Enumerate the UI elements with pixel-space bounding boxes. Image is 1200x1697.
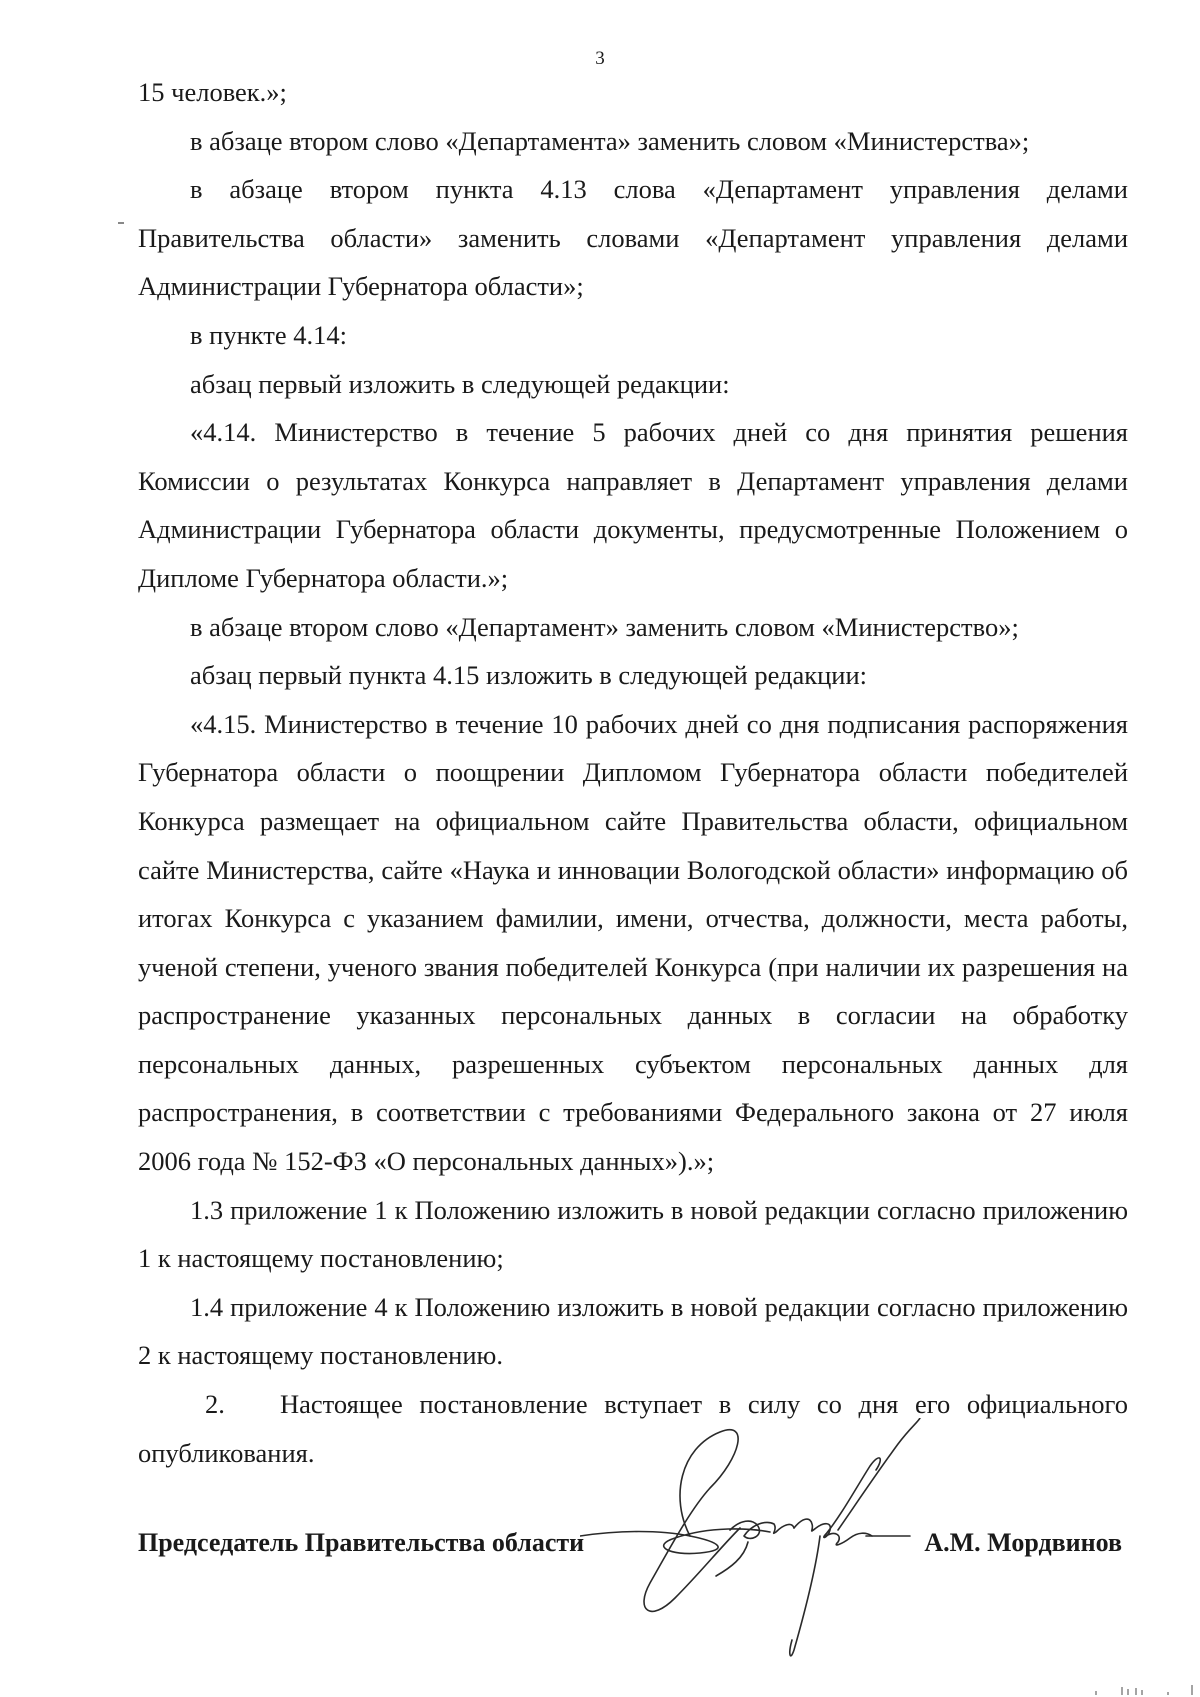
paragraph-10: 1.4 приложение 4 к Положению изложить в новой редакции согласно приложению 2 к настоящему постановлению.	[138, 1291, 1128, 1371]
page-number: 3	[595, 48, 605, 69]
paragraph-3: в пункте 4.14:	[190, 319, 347, 350]
paragraph-5: «4.14. Министерство в течение 5 рабочих дней со дня принятия решения Комиссии о результатах Конкурса направляет в Департамент управления делами Администрации Губернатора области документы, предусмотренные Положением о Дипломе Губернатора области.»;	[138, 417, 1128, 593]
paragraph-0: 15 человек.»;	[138, 77, 287, 107]
margin-mark	[118, 222, 124, 224]
paragraph-9: 1.3 приложение 1 к Положению изложить в новой редакции согласно приложению 1 к настоящему постановлению;	[138, 1194, 1128, 1274]
item-2-number: 2.	[205, 1389, 225, 1420]
paragraph-8: «4.15. Министерство в течение 10 рабочих дней со дня подписания распоряжения Губернатора области о поощрении Дипломом Губернатора области победителей Конкурса размещает на официальном сайте Правительства области, официальном сайте Министерства, сайте «Наука и инновации Вологодской области» информацию об итогах Конкурса с указанием фамилии, имени, отчества, должности, места работы, ученой степени, ученого звания победителей Конкурса (при наличии их разрешения на распространение указанных персональных данных в согласии на обработку персональных данных, разрешенных субъектом персональных данных для распространения, в соответствии с требованиями Федерального закона от 27 июля 2006 года № 152-ФЗ «О персональных данных»).»;	[138, 708, 1128, 1177]
paragraph-1: в абзаце втором слово «Департамента» заменить словом «Министерства»;	[190, 125, 1030, 156]
paragraph-4: абзац первый изложить в следующей редакции:	[190, 368, 730, 399]
signatory-title: Председатель Правительства области	[138, 1528, 585, 1557]
paragraph-2: в абзаце втором пункта 4.13 слова «Департамент управления делами Правительства области» заменить словами «Департамент управления делами Администрации Губернатора области»;	[138, 174, 1128, 302]
document-body	[138, 68, 1128, 1477]
item-2-text: Настоящее постановление вступает в силу со дня его официального опубликования.	[138, 1389, 1128, 1468]
paragraph-6: в абзаце втором слово «Департамент» заменить словом «Министерство»;	[190, 611, 1019, 642]
paragraph-7: абзац первый пункта 4.15 изложить в следующей редакции:	[190, 660, 868, 691]
handwritten-signature	[580, 1418, 940, 1668]
signatory-name: А.М. Мордвинов	[924, 1528, 1122, 1557]
scan-marks	[1092, 1683, 1200, 1697]
